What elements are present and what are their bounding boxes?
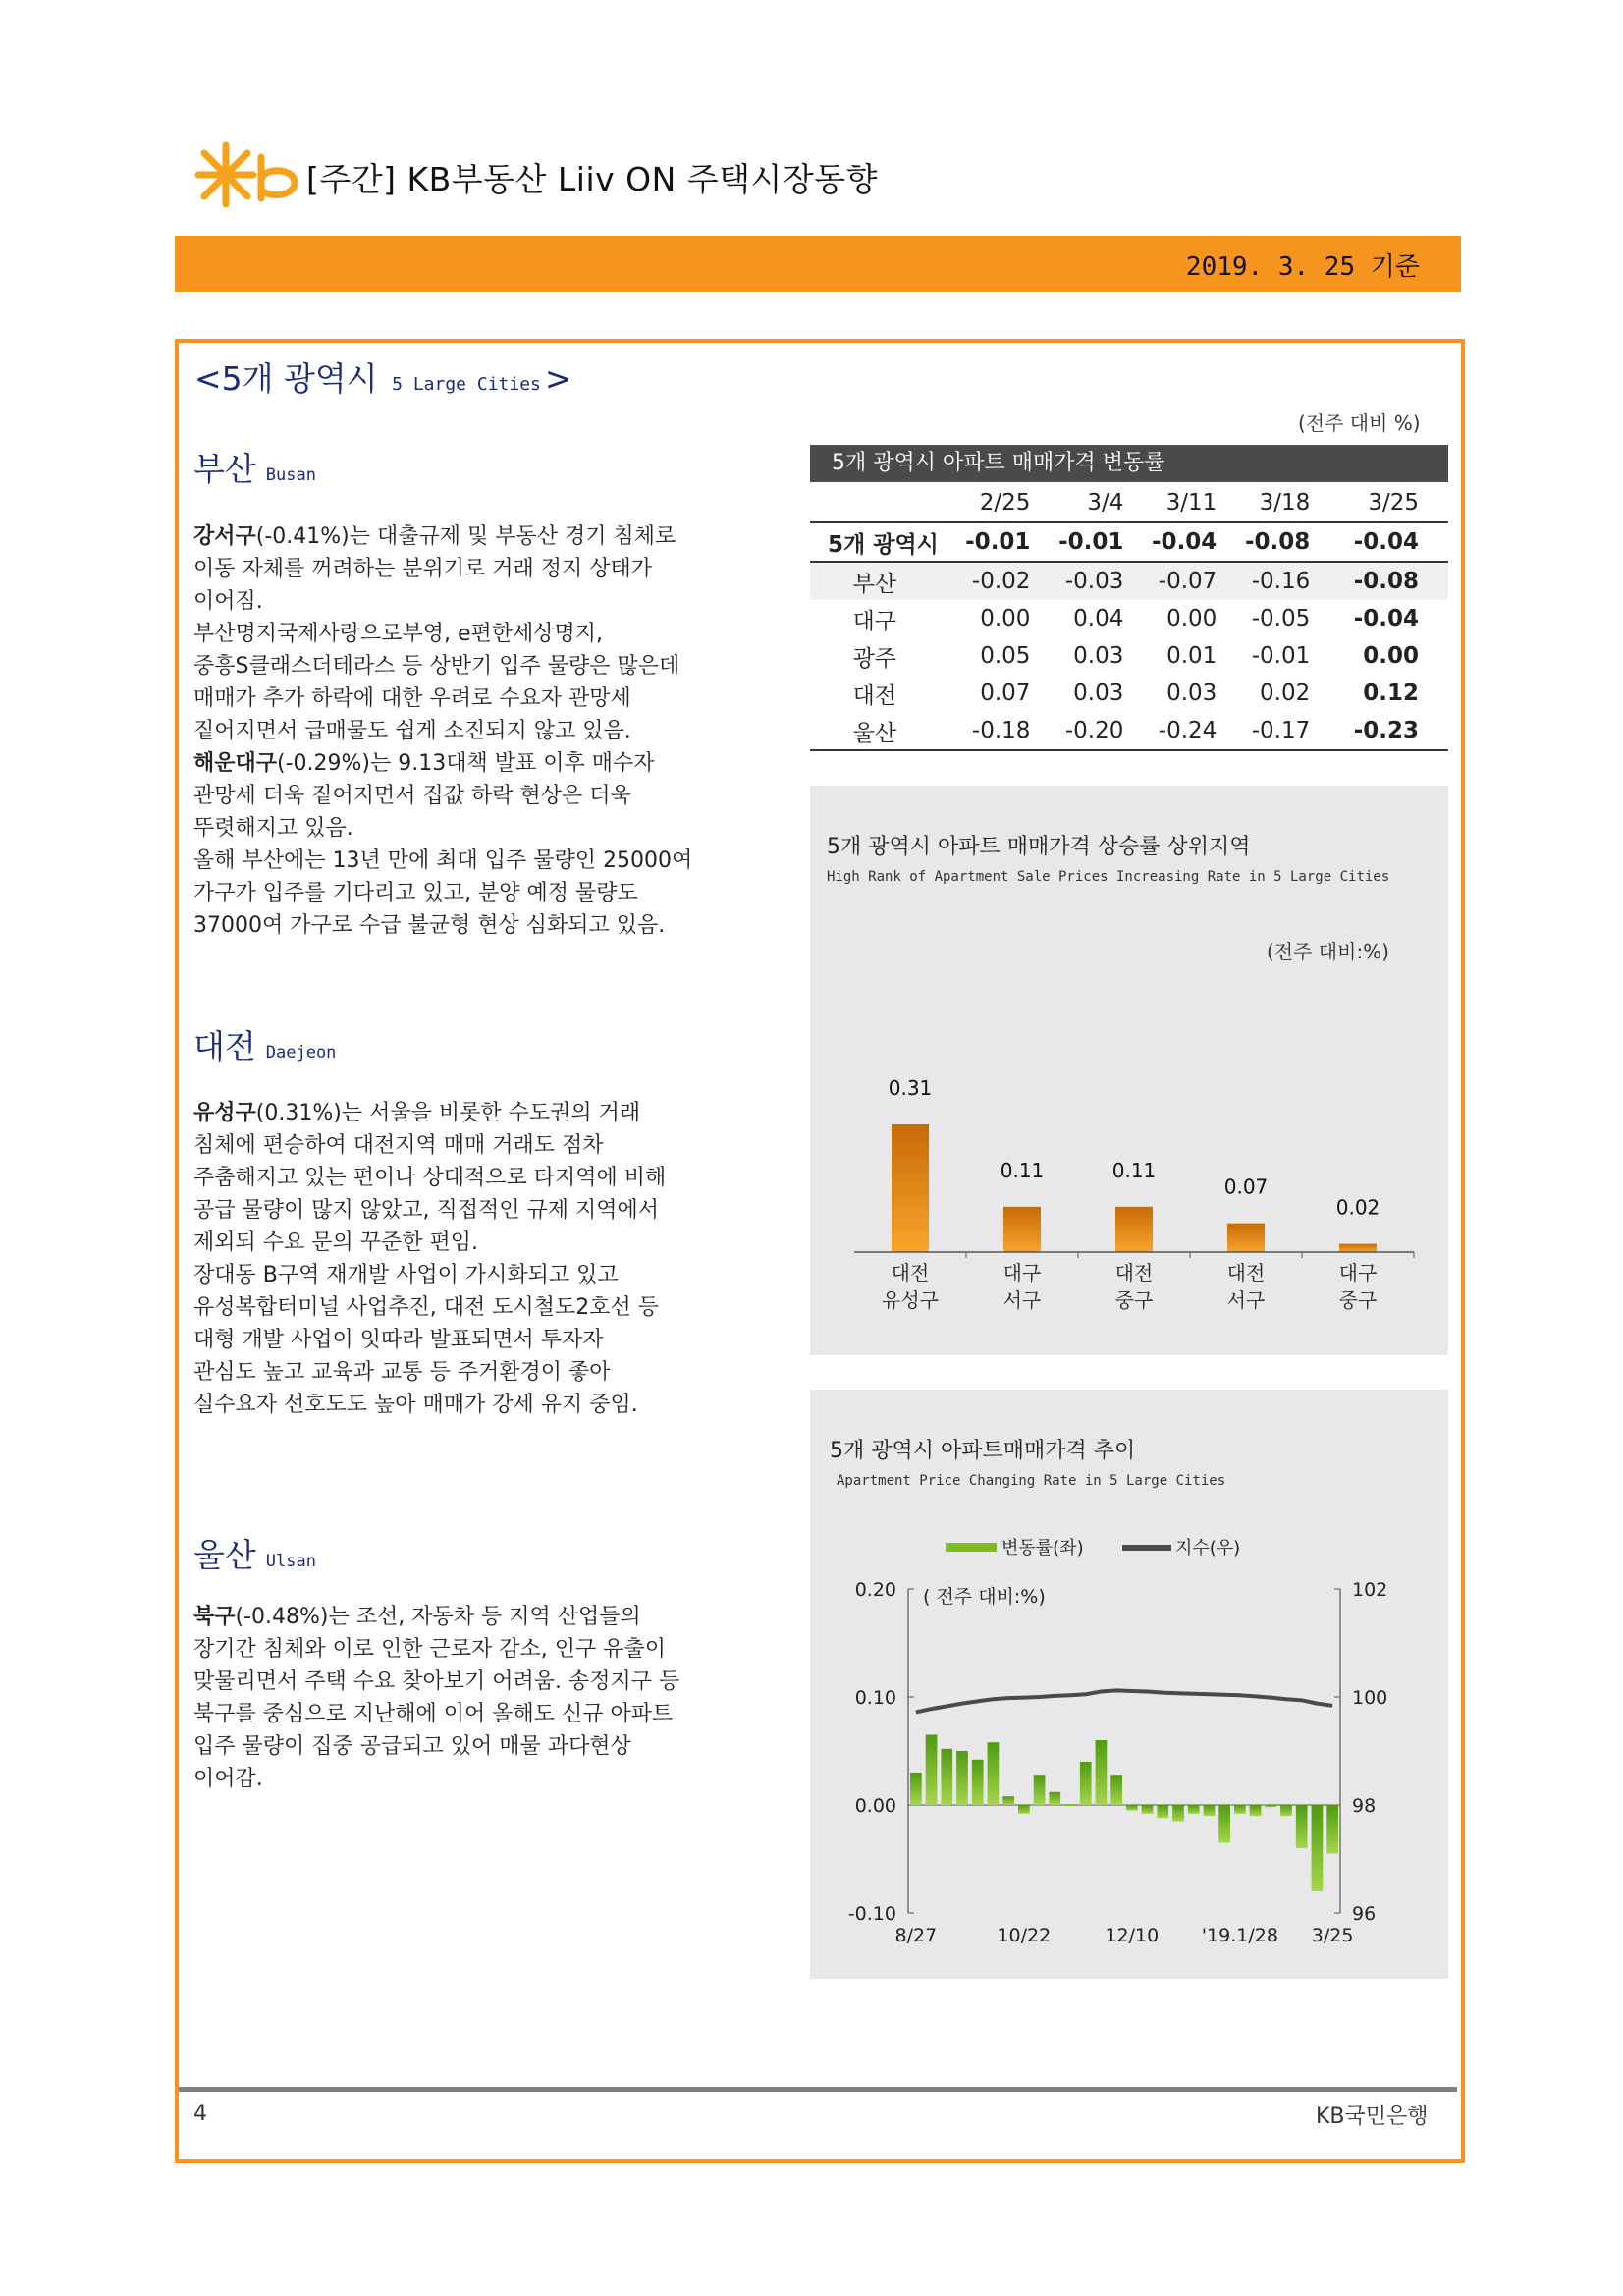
left-axis-label: 0.10 (854, 1687, 896, 1709)
line-text: 관심도 높고 교육과 교통 등 주거환경이 좋아 (193, 1360, 611, 1385)
table-col-header: 3/4 (1036, 484, 1129, 522)
table-cell: -0.08 (1222, 522, 1316, 562)
line-text: (0.31%)는 서울을 비롯한 수도권의 거래 (255, 1101, 641, 1125)
table-col-header: 2/25 (940, 484, 1037, 522)
legend-label: 변동률(좌) (1001, 1538, 1084, 1558)
city-name: 대전 (193, 1027, 256, 1066)
paragraph-line (193, 1194, 802, 1227)
bar-value-label: 0.31 (888, 1076, 933, 1100)
change-bar (956, 1751, 968, 1805)
city-heading-ulsan (193, 1530, 316, 1576)
table-cell: -0.04 (1316, 522, 1448, 562)
category-label: 서구 (1226, 1288, 1266, 1312)
city-name: 울산 (193, 1536, 256, 1574)
change-bar (1049, 1792, 1060, 1805)
date-bar (175, 236, 1461, 292)
change-bar (1312, 1805, 1324, 1891)
change-bar (1188, 1805, 1200, 1814)
change-bar (1064, 1805, 1076, 1806)
line-text: 장대동 B구역 재개발 사업이 가시화되고 있고 (193, 1263, 619, 1287)
city-name-en: Busan (265, 465, 316, 485)
change-bar (1110, 1775, 1122, 1805)
table-col-header: 3/11 (1129, 484, 1222, 522)
line-text: 유성복합터미널 사업추진, 대전 도시철도2호선 등 (193, 1295, 660, 1320)
table-cell: -0.20 (1036, 712, 1129, 750)
change-bar (941, 1749, 952, 1805)
paragraph-line (193, 877, 802, 909)
category-label: 서구 (1002, 1288, 1042, 1312)
table-row (810, 712, 1448, 750)
city-name-en: Ulsan (265, 1552, 316, 1571)
category-label: 대구 (1002, 1261, 1042, 1285)
kb-logo-icon (192, 137, 302, 216)
change-bar (1002, 1796, 1014, 1805)
paragraph-line (193, 1730, 802, 1763)
table-row (810, 637, 1448, 675)
bar (1003, 1207, 1041, 1252)
category-label: 중구 (1338, 1288, 1378, 1312)
paragraph-line (193, 553, 802, 585)
paragraph-line (193, 1324, 802, 1356)
legend-label: 지수(우) (1175, 1538, 1241, 1558)
city-name-en: Daejeon (265, 1043, 337, 1063)
paragraph-line (193, 715, 802, 747)
table-cell: 0.03 (1166, 681, 1217, 706)
table-cell: -0.17 (1222, 712, 1316, 750)
district-name: 강서구 (193, 524, 256, 549)
paragraph-line (193, 585, 802, 618)
paragraph-line (193, 845, 802, 877)
table-row-label: 대전 (852, 683, 896, 709)
legend-swatch-bar (946, 1543, 997, 1552)
line-text: 이어감. (193, 1767, 263, 1791)
line-text: 맞물리면서 주택 수요 찾아보기 어려움. 송정지구 등 (193, 1669, 680, 1694)
table-cell: -0.04 (1129, 522, 1222, 562)
table-cell: 0.00 (1363, 643, 1419, 669)
report-title: [주간] KB부동산 Liiv ON 주택시장동향 (306, 160, 879, 198)
table-row-label: 부산 (810, 562, 940, 600)
city-heading-busan (193, 444, 316, 490)
ulsan-paragraph (193, 1601, 802, 1795)
change-bar (1157, 1805, 1168, 1818)
trend-combo-chart (810, 1512, 1448, 1964)
section-title-en: 5 Large Cities (392, 374, 541, 395)
paragraph-line (193, 747, 802, 780)
trend-chart-subtitle: Apartment Price Changing Rate in 5 Large Cities (837, 1473, 1226, 1489)
left-axis-label: -0.10 (847, 1903, 896, 1925)
paragraph-line (193, 1097, 802, 1129)
line-text: 공급 물량이 많지 않았고, 직접적인 규제 지역에서 (193, 1198, 659, 1223)
table-cell: -0.08 (1316, 562, 1448, 600)
paragraph-line (193, 1227, 802, 1259)
change-bar (1234, 1805, 1246, 1814)
line-text: 올해 부산에는 13년 만에 최대 입주 물량인 25000여 (193, 848, 693, 873)
change-bar (1034, 1775, 1046, 1805)
category-label: 대전 (1114, 1261, 1154, 1285)
bar (892, 1124, 929, 1252)
x-tick-label: 3/25 (1311, 1925, 1354, 1946)
table-row-label: 울산 (810, 712, 940, 750)
change-bar (988, 1742, 1000, 1805)
category-label: 중구 (1114, 1288, 1154, 1312)
table-cell: 0.04 (1073, 606, 1124, 631)
trend-chart-title: 5개 광역시 아파트매매가격 추이 (830, 1439, 1136, 1463)
paragraph-line (193, 1666, 802, 1698)
line-text: 제외되 수요 문의 꾸준한 편임. (193, 1230, 478, 1255)
table-row (810, 522, 1448, 562)
line-text: 이동 자체를 꺼려하는 분위기로 거래 정지 상태가 (193, 557, 653, 581)
table-cell: 0.02 (1260, 681, 1311, 706)
district-name: 해운대구 (193, 751, 278, 776)
table-cell: -0.23 (1316, 712, 1448, 750)
table-cell: 0.07 (980, 681, 1031, 706)
paragraph-line (193, 780, 802, 812)
busan-paragraph (193, 520, 802, 942)
table-cell: 0.00 (980, 606, 1031, 631)
city-heading-daejeon (193, 1021, 336, 1067)
table-cell: 0.03 (1073, 643, 1124, 669)
change-bar (1218, 1805, 1230, 1843)
bar (1339, 1244, 1377, 1252)
table-corner (810, 484, 940, 522)
change-bar (926, 1735, 938, 1806)
district-name: 유성구 (193, 1101, 256, 1125)
bar-value-label: 0.02 (1335, 1195, 1380, 1220)
change-bar (910, 1773, 922, 1805)
line-text: 37000여 가구로 수급 불균형 현상 심화되고 있음. (193, 913, 666, 938)
table-cell: 0.05 (980, 643, 1031, 669)
paragraph-line (193, 1259, 802, 1291)
table-cell: -0.18 (940, 712, 1037, 750)
right-axis-label: 96 (1352, 1903, 1377, 1925)
paragraph-line (193, 812, 802, 845)
paragraph-line (193, 618, 802, 650)
rank-chart-unit: (전주 대비:%) (1267, 940, 1389, 963)
city-name: 부산 (193, 450, 256, 488)
rank-bar-chart (810, 1061, 1448, 1336)
table-cell: -0.07 (1129, 562, 1222, 600)
table-cell: 0.00 (1166, 606, 1217, 631)
daejeon-paragraph (193, 1097, 802, 1421)
line-text: 이어짐. (193, 589, 263, 614)
change-bar (1080, 1762, 1092, 1805)
category-label: 대전 (1226, 1261, 1266, 1285)
line-text: 주춤해지고 있는 편이나 상대적으로 타지역에 비해 (193, 1166, 667, 1190)
index-line (916, 1690, 1332, 1712)
price-table-title: 5개 광역시 아파트 매매가격 변동률 (810, 445, 1448, 482)
x-tick-label: 8/27 (894, 1925, 938, 1946)
line-text: 관망세 더욱 짙어지면서 집값 하락 현상은 더욱 (193, 784, 631, 808)
table-cell: 0.03 (1073, 681, 1124, 706)
change-bar (1172, 1805, 1184, 1822)
x-tick-label: 10/22 (997, 1925, 1052, 1946)
change-bar (1265, 1805, 1276, 1807)
paragraph-line (193, 1698, 802, 1730)
section-title-ko: <5개 광역시 (194, 359, 378, 398)
category-label: 대전 (891, 1261, 930, 1285)
line-text: 침체에 편승하여 대전지역 매매 거래도 점차 (193, 1133, 604, 1158)
change-bar (1204, 1805, 1216, 1816)
left-axis-label: 0.20 (854, 1579, 896, 1601)
line-text: 입주 물량이 집중 공급되고 있어 매물 과다현상 (193, 1734, 631, 1759)
district-name: 북구 (193, 1605, 236, 1629)
line-text: 매매가 추가 하락에 대한 우려로 수요자 관망세 (193, 686, 631, 711)
line-text: 가구가 입주를 기다리고 있고, 분양 예정 물량도 (193, 881, 638, 905)
bar-value-label: 0.11 (1000, 1158, 1045, 1182)
page-number: 4 (193, 2102, 207, 2126)
table-row-label: 광주 (852, 645, 896, 672)
change-bar (972, 1760, 984, 1805)
line-text: (-0.41%)는 대출규제 및 부동산 경기 침체로 (255, 524, 676, 549)
right-axis-label: 100 (1352, 1687, 1388, 1709)
paragraph-line (193, 1291, 802, 1324)
bar-value-label: 0.07 (1223, 1175, 1269, 1199)
section-title (194, 354, 572, 400)
left-axis-label: 0.00 (854, 1795, 896, 1817)
line-text: (-0.29%)는 9.13대책 발표 이후 매수자 (277, 751, 655, 776)
table-row (810, 600, 1448, 637)
x-tick-label: 12/10 (1105, 1925, 1160, 1946)
paragraph-line (193, 1763, 802, 1795)
paragraph-line (193, 1129, 802, 1162)
change-bar (1096, 1740, 1108, 1805)
paragraph-line (193, 683, 802, 715)
table-cell: 0.12 (1363, 681, 1419, 706)
paragraph-line (193, 650, 802, 683)
line-text: 북구를 중심으로 지난해에 이어 올해도 신규 아파트 (193, 1702, 674, 1726)
chart-unit-note: ( 전주 대비:%) (923, 1586, 1046, 1608)
report-date: 2019. 3. 25 기준 (1185, 252, 1420, 282)
change-bar (1018, 1805, 1030, 1814)
paragraph-line (193, 1389, 802, 1421)
line-text: 짙어지면서 급매물도 쉽게 소진되지 않고 있음. (193, 719, 631, 743)
table-row-label: 대구 (852, 608, 896, 634)
bar-value-label: 0.11 (1111, 1158, 1157, 1182)
bar (1227, 1224, 1265, 1252)
table-cell: 0.01 (1166, 643, 1217, 669)
paragraph-line (193, 1601, 802, 1633)
paragraph-line (193, 909, 802, 942)
paragraph-line (193, 520, 802, 553)
table-cell: -0.04 (1353, 606, 1419, 631)
table-cell: -0.02 (940, 562, 1037, 600)
line-text: 뚜렷해지고 있음. (193, 816, 353, 841)
right-axis-label: 98 (1352, 1795, 1377, 1817)
table-cell: -0.05 (1251, 606, 1311, 631)
table-cell: -0.24 (1129, 712, 1222, 750)
price-change-table (810, 484, 1448, 751)
change-bar (1250, 1805, 1262, 1816)
bar (1115, 1207, 1153, 1252)
change-bar (1326, 1805, 1338, 1854)
line-text: (-0.48%)는 조선, 자동차 등 지역 산업들의 (235, 1605, 641, 1629)
table-cell: -0.01 (1036, 522, 1129, 562)
change-bar (1142, 1805, 1154, 1814)
rank-chart-title: 5개 광역시 아파트 매매가격 상승률 상위지역 (827, 835, 1251, 859)
unit-note: (전주 대비 %) (1298, 411, 1421, 435)
category-label: 유성구 (882, 1288, 939, 1312)
table-cell: -0.16 (1222, 562, 1316, 600)
line-text: 대형 개발 사업이 잇따라 발표되면서 투자자 (193, 1328, 604, 1352)
line-text: 중흥S클래스더테라스 등 상반기 입주 물량은 많은데 (193, 654, 680, 679)
paragraph-line (193, 1633, 802, 1666)
paragraph-line (193, 1356, 802, 1389)
table-cell: -0.01 (940, 522, 1037, 562)
category-label: 대구 (1338, 1261, 1378, 1285)
line-text: 부산명지국제사랑으로부영, e편한세상명지, (193, 622, 604, 646)
line-text: 장기간 침체와 이로 인한 근로자 감소, 인구 유출이 (193, 1637, 666, 1662)
table-cell: -0.03 (1036, 562, 1129, 600)
change-bar (1280, 1805, 1292, 1816)
change-bar (1126, 1805, 1138, 1811)
line-text: 실수요자 선호도도 높아 매매가 강세 유지 중임. (193, 1393, 638, 1417)
table-row (810, 562, 1448, 600)
x-tick-label: '19.1/28 (1201, 1925, 1278, 1946)
rank-chart-subtitle: High Rank of Apartment Sale Prices Increasing Rate in 5 Large Cities (827, 869, 1390, 885)
bank-name: KB국민은행 (1316, 2105, 1429, 2129)
section-title-end: > (544, 359, 572, 398)
table-row-label: 5개 광역시 (810, 522, 940, 562)
footer-divider (179, 2087, 1457, 2092)
table-cell: -0.01 (1251, 643, 1311, 669)
right-axis-label: 102 (1352, 1579, 1388, 1601)
paragraph-line (193, 1162, 802, 1194)
table-col-header: 3/25 (1316, 484, 1448, 522)
change-bar (1296, 1805, 1308, 1848)
table-col-header: 3/18 (1222, 484, 1316, 522)
table-row (810, 675, 1448, 712)
